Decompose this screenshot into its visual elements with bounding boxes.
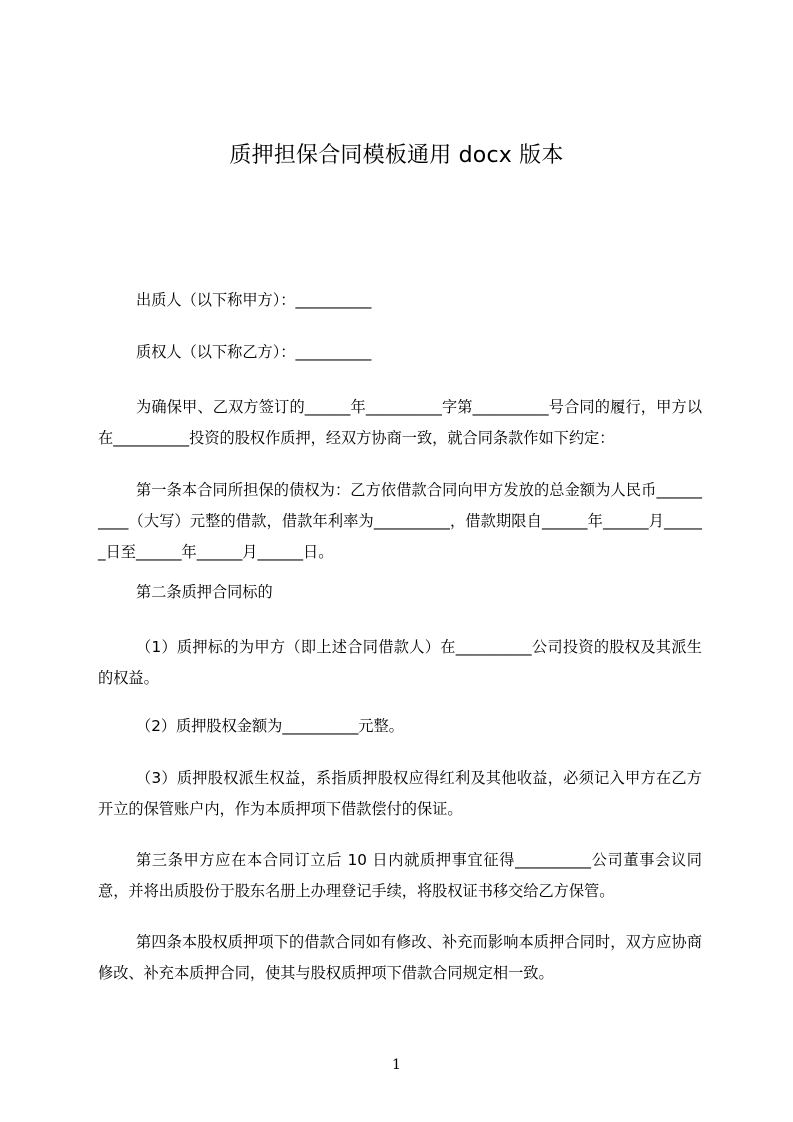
paragraph-article-2-heading: 第二条质押合同标的 [136, 583, 273, 601]
paragraph-article-2-item-3: （3）质押股权派生权益，系指质押股权应得红利及其他收益，必须记入甲方在乙方开立的保管账户内，作为本质押项下借款偿付的保证。 [98, 769, 702, 818]
paragraph-article-2-item-1: （1）质押标的为甲方（即上述合同借款人）在__________公司投资的股权及其派生的权益。 [98, 638, 702, 687]
document-title: 质押担保合同模板通用 docx 版本 [229, 143, 564, 168]
paragraph-preamble: 为确保甲、乙双方签订的______年__________字第__________号合同的履行，甲方以在__________投资的股权作质押，经双方协商一致，就合同条款作如下约定： [98, 398, 702, 447]
page-number: 1 [392, 1057, 401, 1073]
paragraph-pledgor: 出质人（以下称甲方）：__________ [136, 291, 372, 309]
paragraph-article-4: 第四条本股权质押项下的借款合同如有修改、补充而影响本质押合同时，双方应协商修改、补充本质押合同，使其与股权质押项下借款合同规定相一致。 [98, 933, 702, 982]
paragraph-article-1: 第一条本合同所担保的债权为：乙方依借款合同向甲方发放的总金额为人民币__________（大写）元整的借款，借款年利率为__________，借款期限自______年______月______日至______年______月______日。 [98, 481, 702, 561]
paragraph-article-2-item-2: （2）质押股权金额为__________元整。 [136, 717, 404, 735]
paragraph-pledgee: 质权人（以下称乙方）：__________ [136, 343, 372, 361]
paragraph-article-3: 第三条甲方应在本合同订立后 10 日内就质押事宜征得__________公司董事会议同意，并将出质股份于股东名册上办理登记手续，将股权证书移交给乙方保管。 [98, 851, 702, 900]
